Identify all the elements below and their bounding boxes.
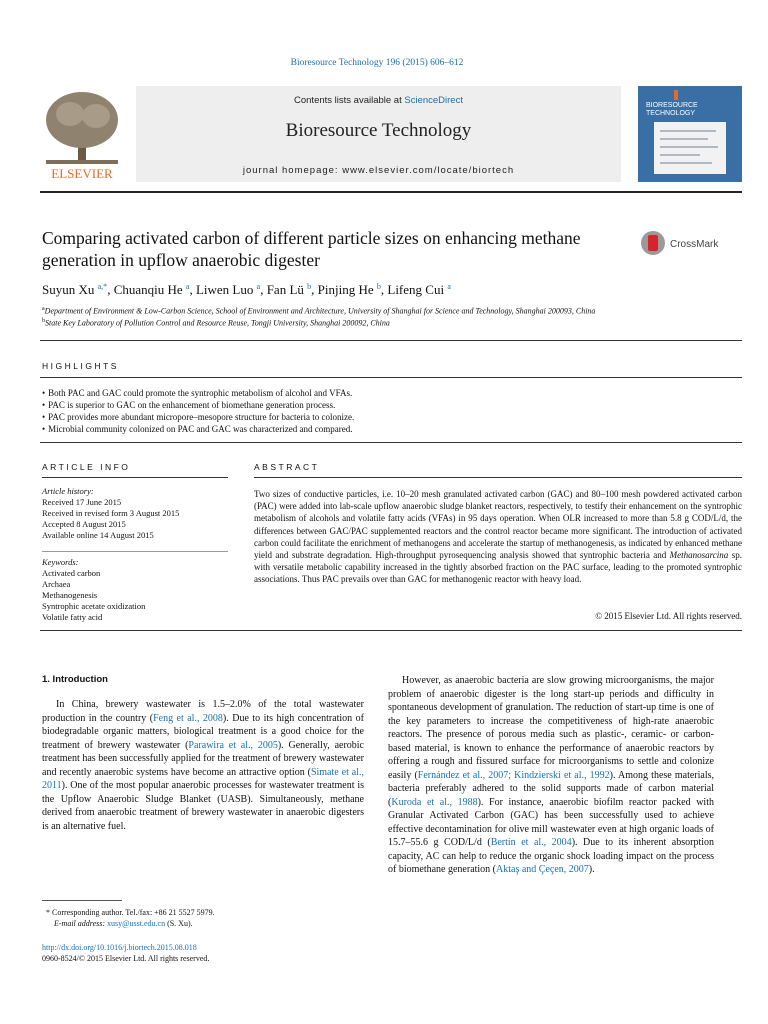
divider <box>40 630 742 631</box>
journal-reference[interactable]: Bioresource Technology 196 (2015) 606–612 <box>290 58 464 68</box>
affiliation-b: $^b$State Key Laboratory of Pollution Control and Resource Reuse, Tongji University, Shanghai 200092, China <box>42 318 390 328</box>
history-online: Available online 14 August 2015 <box>42 530 154 540</box>
highlights-list <box>42 387 354 435</box>
keyword: Methanogenesis <box>42 590 98 600</box>
keyword: Archaea <box>42 579 71 589</box>
highlight-item: • Microbial community colonized on PAC and GAC was characterized and compared. <box>42 423 354 435</box>
keyword: Syntrophic acetate oxidization <box>42 601 146 611</box>
highlight-item: • PAC is superior to GAC on the enhancement of biomethane generation process. <box>42 399 354 411</box>
author[interactable]: Liwen Luo $^a$ <box>195 282 261 297</box>
article-info-rule <box>42 477 228 478</box>
intro-paragraph: In China, brewery wastewater is 1.5–2.0% of the total wastewater production in the country (Feng et al., 2008). Due to its high concentration of biodegradable organic matters, biological treatment is a good choice for the treatment of brewery wastewater (Parawira et al., 2005). Generally, aerobic treatment has been successfully applied for the treatment of brewery wastewater and recently anaerobic systems have become an attractive option (Simate et al., 2011). One of the most popular anaerobic processes for wastewater treatment is the Upflow Anaerobic Sludge Blanket (UASB). Simultaneously, methane derived from anaerobic treatment of brewery wastewater in anaerobic digesters is an alternative fuel. <box>42 699 365 832</box>
article-history <box>42 486 228 541</box>
history-received: Received 17 June 2015 <box>42 497 122 507</box>
journal-name: Bioresource Technology <box>285 120 472 141</box>
keyword: Activated carbon <box>42 568 101 578</box>
history-revised: Received in revised form 3 August 2015 <box>42 508 180 518</box>
info-divider <box>42 551 228 552</box>
highlights-rule <box>40 377 742 378</box>
journal-cover-thumbnail <box>638 86 742 182</box>
abstract-text: Two sizes of conductive particles, i.e. 10–20 mesh granulated activated carbon (GAC) and 80–100 mesh powdered activated carbon (PAC) were added into lab-scale upflow anaerobic sludge blanket reactors, respectively, to testify their enhancement on the syntrophic metabolism of alcohols and volatile fatty acids (VFAs) in 95 days operation. When OLR increased to more than 5.8 g COD/L/d, the differences between GAC/PAC supplemented reactors and the control reactor became more significant. The introduction of activated carbon could facilitate the enrichment of methanogens and accelerate the startup of methanogenesis, as indicated by enhanced methane yield and substrate degradation. High-throughput pyrosequencing analysis showed that syntrophic bacteria and Methanosarcina sp. with versatile metabolic capability increased in the tightly absorbed fraction on the PAC surface, leading to the promoted syntrophic associations. Thus PAC prevails over than GAC for methanogenic reactor with heavy load. <box>254 489 742 585</box>
author[interactable]: Fan Lü $^b$ <box>266 282 312 297</box>
sciencedirect-link[interactable]: ScienceDirect <box>404 95 463 106</box>
divider <box>40 442 742 443</box>
keywords <box>42 557 228 623</box>
citation-link[interactable]: Aktaş and Çeçen, 2007 <box>496 864 589 875</box>
article-title: Comparing activated carbon of different particle sizes on enhancing methane generation in upflow anaerobic digester <box>42 228 581 270</box>
crossmark-badge[interactable] <box>640 229 740 257</box>
issn-line: 0960-8524/© 2015 Elsevier Ltd. All rights reserved. <box>42 954 210 963</box>
author[interactable]: Pinjing He $^b$ <box>317 282 381 297</box>
crossmark-label: CrossMark <box>670 239 719 250</box>
author[interactable]: Suyun Xu $^{a,*}$ <box>42 282 108 297</box>
cover-tab <box>674 90 678 100</box>
author[interactable]: Chuanqiu He $^a$ <box>113 282 190 297</box>
intro-left-column <box>42 698 364 833</box>
citation-link[interactable]: Kuroda et al., 1988 <box>391 796 478 808</box>
section-heading-introduction: 1. Introduction <box>42 674 108 685</box>
abstract-rule <box>254 477 742 478</box>
footnote-rule <box>42 900 122 901</box>
citation-link[interactable]: Bertin et al., 2004 <box>490 837 572 848</box>
journal-homepage <box>136 165 621 176</box>
crossmark-icon <box>640 229 740 257</box>
corresponding-footnote <box>46 907 366 929</box>
elsevier-tree-icon <box>40 86 124 182</box>
contents-line <box>136 95 621 106</box>
author[interactable]: Lifeng Cui $^a$ <box>387 282 451 297</box>
citation-link[interactable]: Fernández et al., 2007; Kindzierski et al., 1992 <box>417 769 610 781</box>
highlight-item: • Both PAC and GAC could promote the syntrophic metabolism of alcohol and VFAs. <box>42 387 354 399</box>
divider <box>40 340 742 341</box>
citation-link[interactable]: Simate et al., 2011 <box>42 766 364 791</box>
corresponding-author: * Corresponding author. Tel./fax: +86 21 5527 5979. <box>46 908 215 917</box>
author-list: Suyun Xu $^{a,*}$, Chuanqiu He $^a$, Liwen Luo $^a$, Fan Lü $^b$, Pinjing He $^b$, Lifeng Cui $^a$ <box>42 282 451 297</box>
doi-link[interactable]: http://dx.doi.org/10.1016/j.biortech.2015.08.018 <box>42 943 197 952</box>
elsevier-logo <box>40 86 124 182</box>
citation-link[interactable]: Parawira et al., 2005 <box>188 739 278 751</box>
keyword: Volatile fatty acid <box>42 612 103 622</box>
citation-link[interactable]: Feng et al., 2008 <box>153 712 223 724</box>
homepage-prefix: journal homepage: <box>242 165 343 176</box>
history-label: Article history: <box>42 486 94 496</box>
cover-page-preview <box>654 122 726 174</box>
intro-paragraph: However, as anaerobic bacteria are slow growing microorganisms, the major problem of anaerobic digester is the long start-up periods and difficulty in spontaneous development of granulation. The reduction of start-up time is one of the key parameters to increase the competitiveness of high-rate anaerobic reactors. The presence of porous media such as plastic-, ceramic- or carbon-based material, is known to enhance the performance of anaerobic reactors by offering a rough and fissured surface for microorganisms to settle and colonize easily (Fernández et al., 2007; Kindzierski et al., 1992). Among these materials, bacteria preferably adhered to the solid supports made of carbon material (Kuroda et al., 1988). For instance, anaerobic biofilm reactor packed with Granular Activated Carbon (GAC) has been successfully used to achieve effective decontamination for olive mill wastewater even at high organic loads of 15.7–55.6 g COD/L/d (Bertin et al., 2004). Due to its inherent absorption capacity, AC can help to reduce the organic shock loading impact on the process of biomethane generation (Aktaş and Çeçen, 2007). <box>388 675 714 875</box>
publisher-name: ELSEVIER <box>51 166 113 181</box>
cover-title: BIORESOURCE TECHNOLOGY <box>646 102 698 117</box>
affiliation-a: $^a$Department of Environment & Low-Carbon Science, School of Environment and Architecture, University of Shanghai for Science and Technology, Shanghai 200093, China <box>42 306 596 316</box>
email-link[interactable]: xusy@usst.edu.cn <box>107 919 166 928</box>
keywords-label: Keywords: <box>42 557 79 567</box>
header-rule <box>40 191 742 193</box>
abstract-heading: ABSTRACT <box>254 462 320 472</box>
highlights-heading: HIGHLIGHTS <box>42 361 119 371</box>
highlight-item: • PAC provides more abundant micropore–mesopore structure for bacteria to colonize. <box>42 411 354 423</box>
article-info-heading: ARTICLE INFO <box>42 462 131 472</box>
intro-right-column <box>388 674 714 877</box>
abstract-copyright: © 2015 Elsevier Ltd. All rights reserved. <box>595 611 742 621</box>
publication-info <box>42 942 362 964</box>
contents-prefix: Contents lists available at <box>294 95 405 106</box>
email-line: E-mail address: xusy@usst.edu.cn (S. Xu). <box>54 919 193 928</box>
journal-banner <box>136 86 621 182</box>
homepage-link[interactable]: www.elsevier.com/locate/biortech <box>342 165 515 176</box>
history-accepted: Accepted 8 August 2015 <box>42 519 126 529</box>
